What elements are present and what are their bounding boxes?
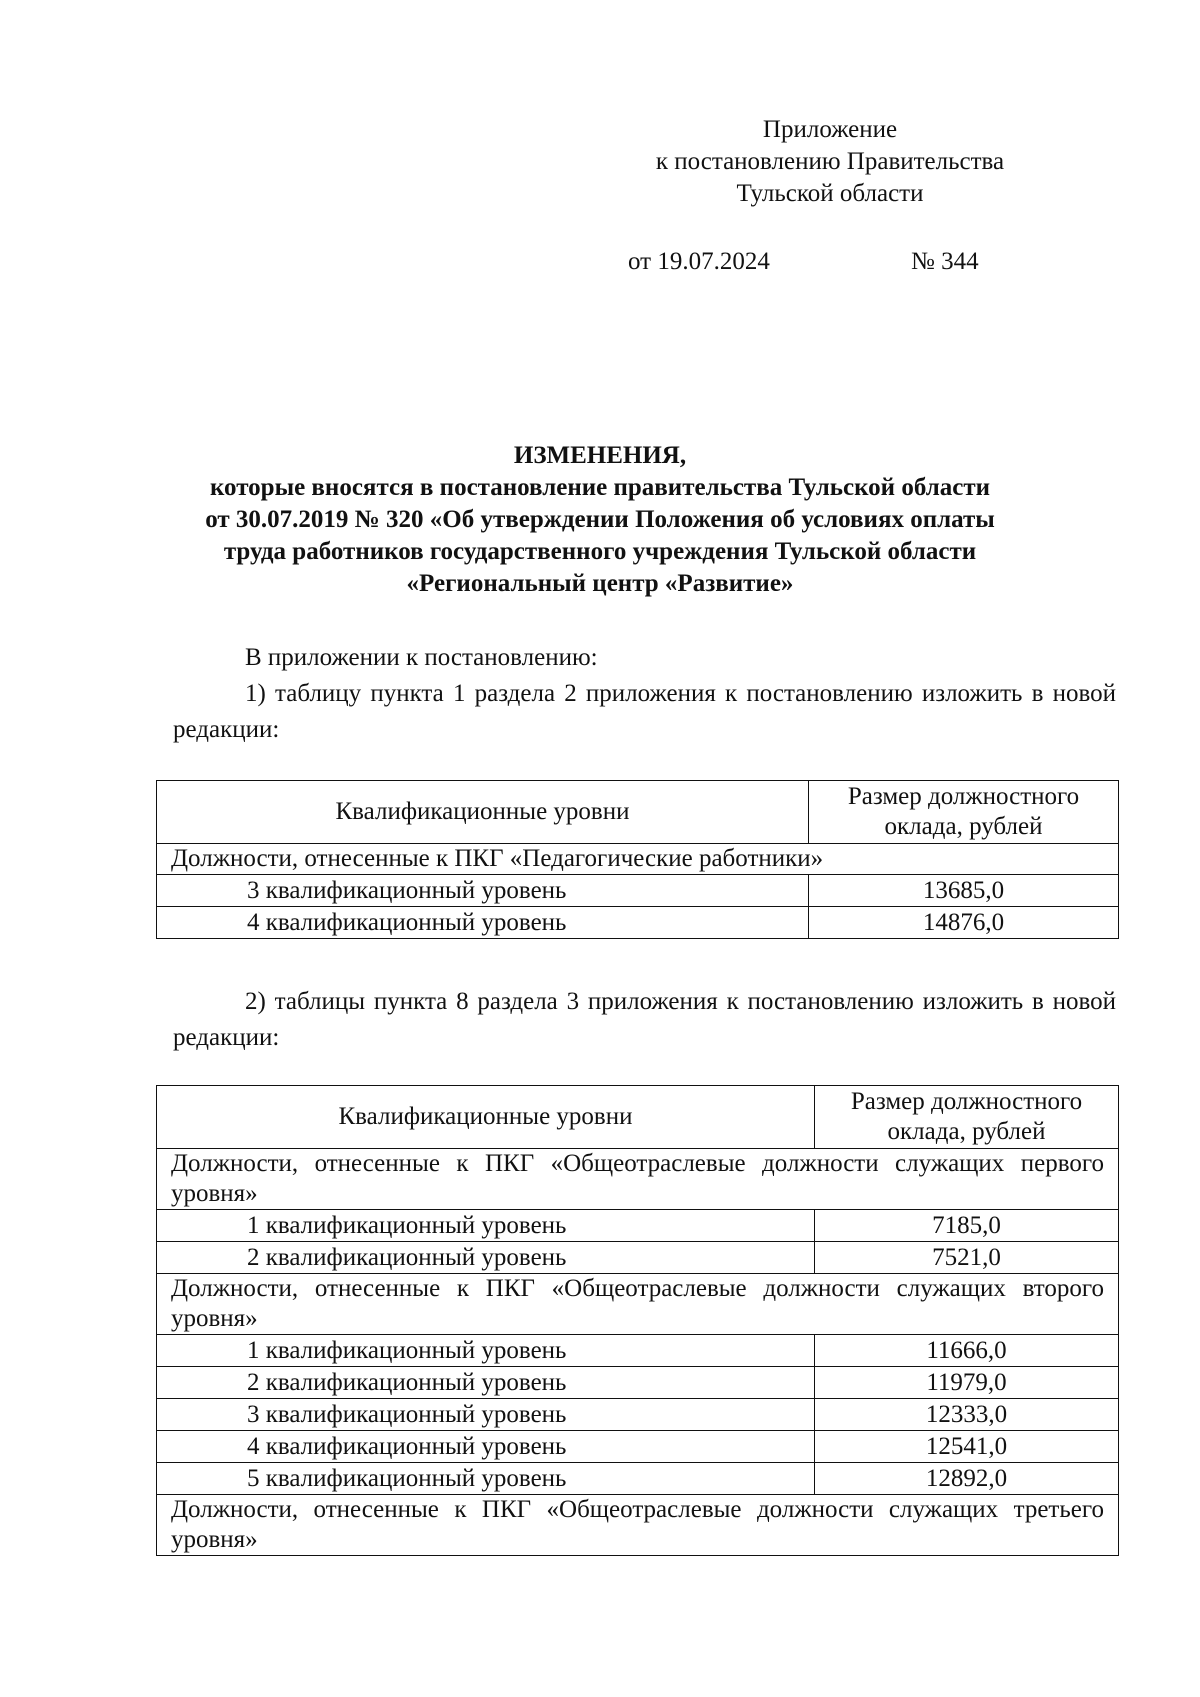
table-group-row (157, 1149, 1119, 1210)
table-group-row (157, 1495, 1119, 1556)
table-group-row (157, 844, 1119, 875)
intro-paragraph (173, 640, 1116, 748)
level-cell: 2 квалификационный уровень (157, 1367, 815, 1399)
level-cell: 4 квалификационный уровень (157, 907, 809, 939)
header-salary: Размер должностного оклада, рублей (809, 781, 1119, 844)
group-title: Должности, отнесенные к ПКГ «Педагогические работники» (157, 844, 1119, 875)
title-line: которые вносятся в постановление правительства Тульской области (209, 474, 991, 501)
level-cell: 2 квалификационный уровень (157, 1242, 815, 1274)
table-row (157, 1242, 1119, 1274)
salary-table-1 (156, 780, 1119, 939)
table-row (157, 907, 1119, 939)
item1-text: 1) таблицу пункта 1 раздела 2 приложения к постановлению изложить в новой редакции: (173, 680, 1116, 743)
group-title: Должности, отнесенные к ПКГ «Общеотраслевые должности служащих первого уровня» (157, 1149, 1119, 1210)
salary-table-2 (156, 1085, 1119, 1556)
value-cell: 13685,0 (809, 875, 1119, 907)
title-line: «Региональный центр «Развитие» (406, 570, 794, 597)
table-group-row (157, 1274, 1119, 1335)
appendix-line: к постановлению Правительства (655, 148, 1005, 175)
header-levels: Квалификационные уровни (157, 1086, 815, 1149)
intro-text: В приложении к постановлению: (245, 644, 598, 671)
table-row (157, 1335, 1119, 1367)
group-title: Должности, отнесенные к ПКГ «Общеотраслевые должности служащих третьего уровня» (157, 1495, 1119, 1556)
value-cell: 11979,0 (815, 1367, 1119, 1399)
level-cell: 5 квалификационный уровень (157, 1463, 815, 1495)
level-cell: 3 квалификационный уровень (157, 1399, 815, 1431)
value-cell: 12541,0 (815, 1431, 1119, 1463)
level-cell: 1 квалификационный уровень (157, 1335, 815, 1367)
title-line: ИЗМЕНЕНИЯ, (513, 442, 687, 469)
value-cell: 7521,0 (815, 1242, 1119, 1274)
value-cell: 11666,0 (815, 1335, 1119, 1367)
document-title (150, 440, 1050, 600)
group-title: Должности, отнесенные к ПКГ «Общеотраслевые должности служащих второго уровня» (157, 1274, 1119, 1335)
value-cell: 7185,0 (815, 1210, 1119, 1242)
table-header-row (157, 781, 1119, 844)
header-levels: Квалификационные уровни (157, 781, 809, 844)
title-line: от 30.07.2019 № 320 «Об утверждении Положения об условиях оплаты (205, 506, 995, 533)
item2-paragraph (173, 984, 1116, 1056)
level-cell: 1 квалификационный уровень (157, 1210, 815, 1242)
table-row (157, 1431, 1119, 1463)
value-cell: 12892,0 (815, 1463, 1119, 1495)
appendix-line: Тульской области (736, 180, 924, 207)
table-header-row (157, 1086, 1119, 1149)
header-salary: Размер должностного оклада, рублей (815, 1086, 1119, 1149)
table-row (157, 1210, 1119, 1242)
resolution-number: № 344 (911, 248, 979, 275)
value-cell: 14876,0 (809, 907, 1119, 939)
table-row (157, 1399, 1119, 1431)
table-row (157, 1463, 1119, 1495)
value-cell: 12333,0 (815, 1399, 1119, 1431)
level-cell: 4 квалификационный уровень (157, 1431, 815, 1463)
level-cell: 3 квалификационный уровень (157, 875, 809, 907)
table-row (157, 875, 1119, 907)
item2-text: 2) таблицы пункта 8 раздела 3 приложения к постановлению изложить в новой редакции: (173, 988, 1116, 1051)
table-row (157, 1367, 1119, 1399)
title-line: труда работников государственного учреждения Тульской области (223, 538, 977, 565)
resolution-date: от 19.07.2024 (628, 248, 770, 275)
appendix-line: Приложение (762, 116, 898, 143)
appendix-header (600, 114, 1060, 210)
